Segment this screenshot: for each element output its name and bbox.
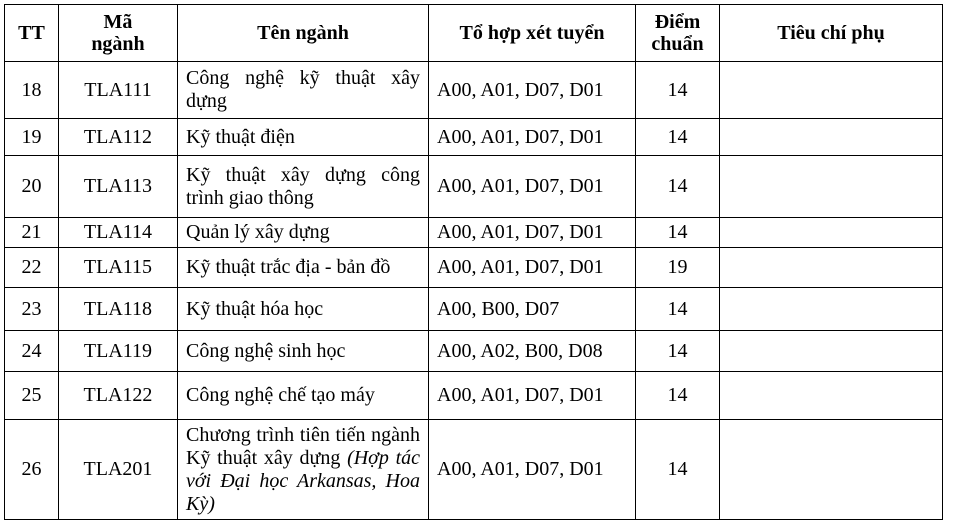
row-tieu-chi-phu (720, 156, 943, 218)
row-tt: 24 (5, 331, 59, 372)
row-ten-nganh (178, 288, 429, 331)
row-tieu-chi-phu (720, 62, 943, 119)
row-ma-nganh: TLA118 (59, 288, 178, 331)
header-to-hop: Tổ hợp xét tuyển (429, 5, 636, 62)
row-ten-nganh-text: Chương trình tiên tiến ngành Kỹ thuật xây dựng (186, 423, 420, 469)
admission-score-table (4, 4, 943, 520)
header-ma-nganh (59, 5, 178, 62)
row-diem-chuan: 14 (636, 218, 720, 248)
row-diem-chuan: 14 (636, 156, 720, 218)
row-to-hop: A00, A01, D07, D01 (429, 119, 636, 156)
row-diem-chuan: 19 (636, 248, 720, 288)
row-ma-nganh: TLA122 (59, 372, 178, 420)
row-ten-nganh (178, 218, 429, 248)
header-diem-chuan (636, 5, 720, 62)
header-diem-chuan-line2: chuẩn (651, 33, 704, 55)
row-tieu-chi-phu (720, 218, 943, 248)
table-body (5, 62, 943, 520)
row-tt: 18 (5, 62, 59, 119)
table-row (5, 420, 943, 520)
row-ma-nganh: TLA112 (59, 119, 178, 156)
row-to-hop: A00, A02, B00, D08 (429, 331, 636, 372)
row-tt: 23 (5, 288, 59, 331)
row-tt: 26 (5, 420, 59, 520)
row-ten-nganh (178, 156, 429, 218)
row-tieu-chi-phu (720, 331, 943, 372)
row-ma-nganh: TLA115 (59, 248, 178, 288)
row-ten-nganh (178, 372, 429, 420)
row-ten-nganh-text: Quản lý xây dựng (186, 221, 330, 243)
row-ten-nganh (178, 248, 429, 288)
row-to-hop: A00, B00, D07 (429, 288, 636, 331)
row-tieu-chi-phu (720, 119, 943, 156)
row-ten-nganh-text: Kỹ thuật hóa học (186, 297, 324, 320)
row-to-hop: A00, A01, D07, D01 (429, 248, 636, 288)
row-tt: 19 (5, 119, 59, 156)
row-diem-chuan: 14 (636, 420, 720, 520)
row-diem-chuan: 14 (636, 288, 720, 331)
header-diem-chuan-line1: Điểm (654, 11, 701, 33)
row-ma-nganh: TLA114 (59, 218, 178, 248)
row-ten-nganh-text: Kỹ thuật xây dựng công trình giao thông (186, 163, 420, 209)
table-row (5, 156, 943, 218)
header-tieu-chi-phu: Tiêu chí phụ (720, 5, 943, 62)
row-ten-nganh (178, 62, 429, 119)
row-ma-nganh: TLA113 (59, 156, 178, 218)
row-to-hop: A00, A01, D07, D01 (429, 62, 636, 119)
row-diem-chuan: 14 (636, 62, 720, 119)
row-tieu-chi-phu (720, 288, 943, 331)
row-tt: 25 (5, 372, 59, 420)
row-tieu-chi-phu (720, 248, 943, 288)
row-ten-nganh (178, 420, 429, 520)
row-ten-nganh-text: Kỹ thuật trắc địa - bản đồ (186, 256, 391, 278)
header-tt: TT (5, 5, 59, 62)
row-ten-nganh-text: Kỹ thuật điện (186, 125, 295, 148)
row-diem-chuan: 14 (636, 331, 720, 372)
row-to-hop: A00, A01, D07, D01 (429, 218, 636, 248)
table-row (5, 288, 943, 331)
row-tt: 22 (5, 248, 59, 288)
row-to-hop: A00, A01, D07, D01 (429, 372, 636, 420)
row-to-hop: A00, A01, D07, D01 (429, 156, 636, 218)
row-diem-chuan: 14 (636, 119, 720, 156)
row-to-hop: A00, A01, D07, D01 (429, 420, 636, 520)
row-ma-nganh: TLA201 (59, 420, 178, 520)
row-ten-nganh-text: Công nghệ sinh học (186, 339, 346, 362)
table-row (5, 62, 943, 119)
row-ten-nganh (178, 119, 429, 156)
table-header-row (5, 5, 943, 62)
table-row (5, 119, 943, 156)
table-row (5, 331, 943, 372)
table-row (5, 372, 943, 420)
row-tieu-chi-phu (720, 420, 943, 520)
table-row (5, 248, 943, 288)
row-ma-nganh: TLA119 (59, 331, 178, 372)
row-ten-nganh-note: (Hợp tác với Đại học Arkansas, Hoa Kỳ) (186, 446, 420, 515)
header-ten-nganh: Tên ngành (178, 5, 429, 62)
header-ma-nganh-line2: ngành (91, 33, 145, 55)
row-diem-chuan: 14 (636, 372, 720, 420)
row-ten-nganh (178, 331, 429, 372)
header-ma-nganh-line1: Mã (103, 11, 133, 33)
row-ma-nganh: TLA111 (59, 62, 178, 119)
row-tt: 21 (5, 218, 59, 248)
row-tt: 20 (5, 156, 59, 218)
row-ten-nganh-text: Công nghệ chế tạo máy (186, 384, 375, 406)
row-ten-nganh-text: Công nghệ kỹ thuật xây dựng (186, 67, 420, 112)
row-tieu-chi-phu (720, 372, 943, 420)
table-row (5, 218, 943, 248)
